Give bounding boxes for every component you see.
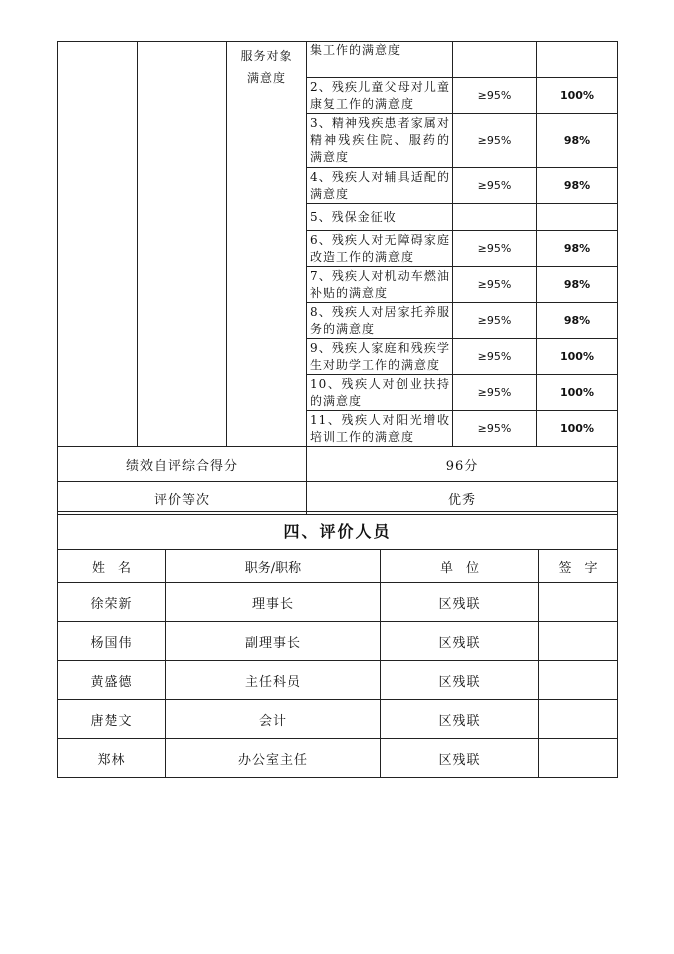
actual-cell [537, 42, 618, 78]
target-cell: ≥95% [453, 168, 537, 204]
target-cell: ≥95% [453, 231, 537, 267]
target-cell: ≥95% [453, 303, 537, 339]
actual-cell: 100% [537, 339, 618, 375]
unit-cell: 区残联 [381, 661, 539, 700]
table-row [58, 661, 618, 700]
grade-value: 优秀 [307, 482, 618, 515]
title-cell: 理事长 [166, 583, 381, 622]
header-signature: 签 字 [539, 550, 618, 583]
indicator-cell: 7、残疾人对机动车燃油补贴的满意度 [307, 267, 453, 303]
score-value: 96分 [307, 447, 618, 482]
actual-cell [537, 204, 618, 231]
unit-cell: 区残联 [381, 583, 539, 622]
signature-cell [539, 583, 618, 622]
signature-cell [539, 739, 618, 778]
title-cell: 副理事长 [166, 622, 381, 661]
table-row [58, 739, 618, 778]
signature-cell [539, 661, 618, 700]
target-cell: ≥95% [453, 411, 537, 447]
indicator-cell: 6、残疾人对无障碍家庭改造工作的满意度 [307, 231, 453, 267]
section-title: 四、评价人员 [58, 512, 618, 550]
actual-cell: 100% [537, 411, 618, 447]
actual-cell: 98% [537, 114, 618, 168]
category-label: 服务对象满意度 [227, 42, 307, 447]
unit-cell: 区残联 [381, 700, 539, 739]
grade-label: 评价等次 [58, 482, 307, 515]
name-cell: 郑林 [58, 739, 166, 778]
name-cell: 黄盛德 [58, 661, 166, 700]
indicator-cell: 9、残疾人家庭和残疾学生对助学工作的满意度 [307, 339, 453, 375]
name-cell: 杨国伟 [58, 622, 166, 661]
indicator-cell: 5、残保金征收 [307, 204, 453, 231]
header-title: 职务/职称 [166, 550, 381, 583]
actual-cell: 98% [537, 231, 618, 267]
table-row [58, 700, 618, 739]
unit-cell: 区残联 [381, 739, 539, 778]
indicator-cell: 8、残疾人对居家托养服务的满意度 [307, 303, 453, 339]
indicator-cell: 10、残疾人对创业扶持的满意度 [307, 375, 453, 411]
actual-cell: 98% [537, 267, 618, 303]
signature-cell [539, 700, 618, 739]
target-cell: ≥95% [453, 375, 537, 411]
actual-cell: 98% [537, 303, 618, 339]
table-row [58, 622, 618, 661]
title-cell: 主任科员 [166, 661, 381, 700]
name-cell: 唐楚文 [58, 700, 166, 739]
name-cell: 徐荣新 [58, 583, 166, 622]
target-cell: ≥95% [453, 267, 537, 303]
title-cell: 会计 [166, 700, 381, 739]
unit-cell: 区残联 [381, 622, 539, 661]
actual-cell: 100% [537, 375, 618, 411]
level2-cell [138, 42, 227, 447]
actual-cell: 98% [537, 168, 618, 204]
indicator-cell: 集工作的满意度 [307, 42, 453, 78]
target-cell: ≥95% [453, 114, 537, 168]
indicator-cell: 3、精神残疾患者家属对精神残疾住院、服药的满意度 [307, 114, 453, 168]
evaluators-table [57, 511, 618, 778]
signature-cell [539, 622, 618, 661]
level1-cell [58, 42, 138, 447]
title-cell: 办公室主任 [166, 739, 381, 778]
actual-cell: 100% [537, 78, 618, 114]
indicator-cell: 4、残疾人对辅具适配的满意度 [307, 168, 453, 204]
table-row [58, 583, 618, 622]
indicator-cell: 11、残疾人对阳光增收培训工作的满意度 [307, 411, 453, 447]
indicator-cell: 2、残疾儿童父母对儿童康复工作的满意度 [307, 78, 453, 114]
score-label: 绩效自评综合得分 [58, 447, 307, 482]
header-name: 姓 名 [58, 550, 166, 583]
target-cell [453, 204, 537, 231]
performance-table [57, 41, 618, 515]
header-unit: 单 位 [381, 550, 539, 583]
target-cell [453, 42, 537, 78]
target-cell: ≥95% [453, 78, 537, 114]
target-cell: ≥95% [453, 339, 537, 375]
